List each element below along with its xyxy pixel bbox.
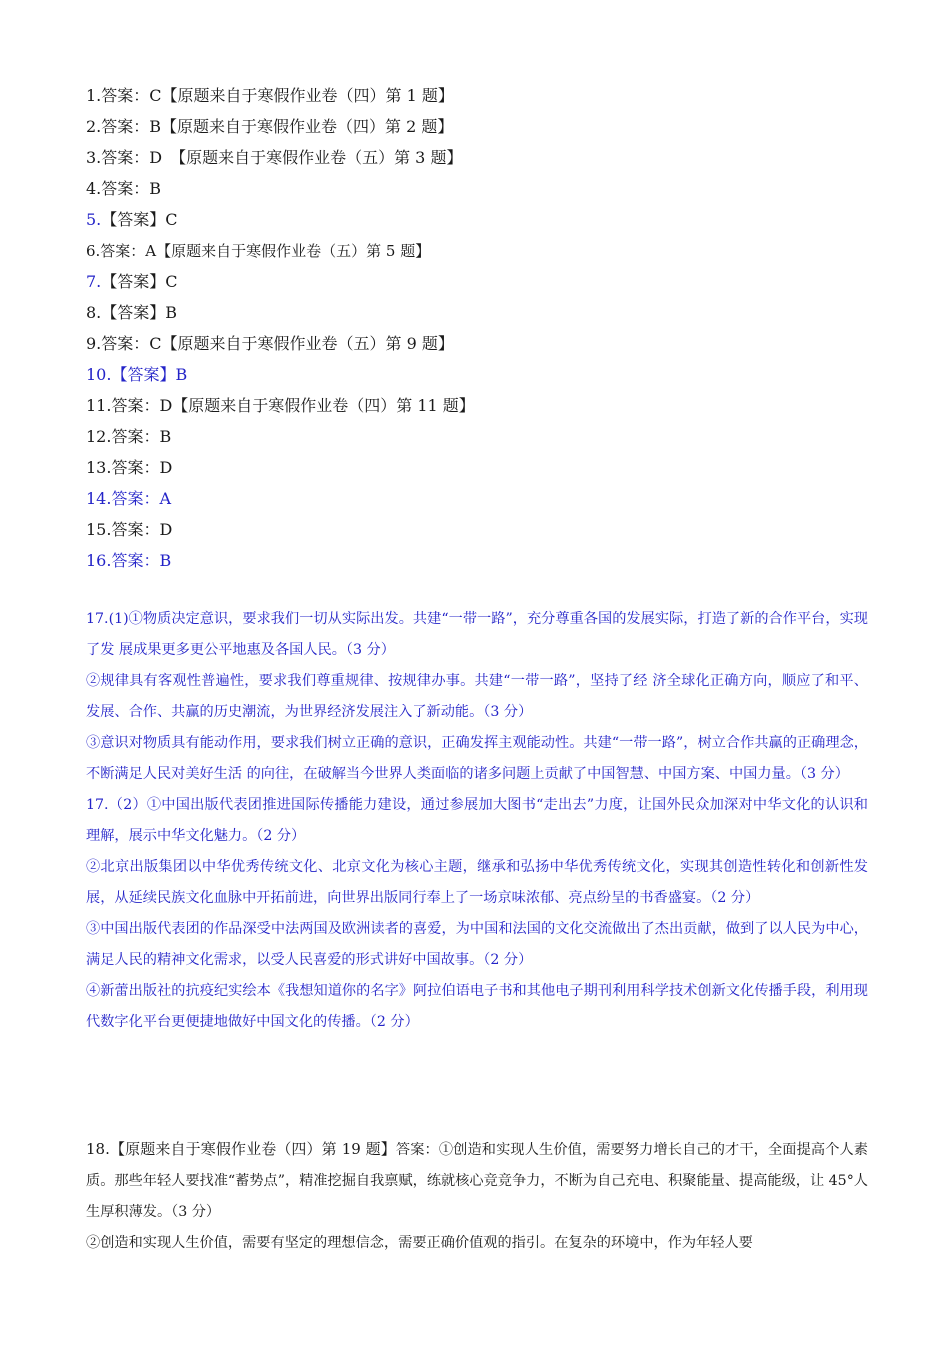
answer-list [86,80,886,576]
answer-number: 5. [86,209,102,229]
answer-line-9: 9.答案：C【原题来自于寒假作业卷（五）第 9 题】 [86,333,454,353]
answer-line-15: 15.答案：D [86,519,173,539]
answer-line-12: 12.答案：B [86,426,172,446]
q17-1-point-1: 17.(1)①物质决定意识，要求我们一切从实际出发。共建“一带一路”，充分尊重各国的发展实际，打造了新的合作平台，实现了发 展成果更多更公平地惠及各国人民。（3 分） [86,611,868,658]
answer-line-4: 4.答案：B [86,178,162,198]
answer-line-5: 5. 【答案】C [86,209,178,229]
answer-line-1: 1.答案：C【原题来自于寒假作业卷（四）第 1 题】 [86,85,454,105]
answer-line-10: 10.【答案】B [86,364,188,384]
answer-line-3: 3.答案：D 【原题来自于寒假作业卷（五）第 3 题】 [86,147,463,167]
q17-2-point-3: ③中国出版代表团的作品深受中法两国及欧洲读者的喜爱，为中国和法国的文化交流做出了杰出贡献，做到了以人民为中心，满足人民的精神文化需求，以受人民喜爱的形式讲好中国故事。（2 分） [86,921,868,968]
q17-2-point-1: 17.（2）①中国出版代表团推进国际传播能力建设，通过参展加大图书“走出去”力度，让国外民众加深对中华文化的认识和理解，展示中华文化魅力。（2 分） [86,797,868,844]
answer-line-14: 14.答案：A [86,488,172,508]
q18-point-1: 18.【原题来自于寒假作业卷（四）第 19 题】答案：①创造和实现人生价值，需要努力增长自己的才干，全面提高个人素质。那些年轻人要找准“蓄势点”，精准挖掘自我禀赋，练就核心竞竞争力，不断为自己充电、积聚能量、提高能级，让 45°人生厚积薄发。（3 分） [86,1140,868,1220]
answer-line-16: 16.答案：B [86,550,172,570]
answer-line-8: 8.【答案】B [86,302,178,322]
answer-line-13: 13.答案：D [86,457,173,477]
answer-line-7: 7. 【答案】C [86,271,178,291]
q17-1-point-2: ②规律具有客观性普遍性，要求我们尊重规律、按规律办事。共建“一带一路”，坚持了经 济全球化正确方向，顺应了和平、发展、合作、共赢的历史潮流，为世界经济发展注入了新动能。（3 分） [86,673,868,720]
q17-2-point-4: ④新蕾出版社的抗疫纪实绘本《我想知道你的名字》阿拉伯语电子书和其他电子期刊利用科学技术创新文化传播手段，利用现代数字化平台更便捷地做好中国文化的传播。（2 分） [86,983,868,1030]
question-18-answer [86,1134,868,1259]
q18-point-2: ②创造和实现人生价值，需要有坚定的理想信念，需要正确价值观的指引。在复杂的环境中，作为年轻人要 [86,1235,753,1251]
question-17-answers [86,604,868,1038]
answer-line-2: 2.答案：B【原题来自于寒假作业卷（四）第 2 题】 [86,116,454,136]
answer-line-6: 6.答案：A【原题来自于寒假作业卷（五）第 5 题】 [86,241,431,260]
q17-1-point-3: ③意识对物质具有能动作用，要求我们树立正确的意识，正确发挥主观能动性。共建“一带一路”，树立合作共赢的正确理念，不断满足人民对美好生活 的向往，在破解当今世界人类面临的诸多问题上贡献了中国智慧、中国方案、中国力量。（3 分） [86,735,868,782]
q18-prefix: 18.【原题来自于寒假作业卷（四）第 19 题】 [86,1140,396,1158]
answer-number: 7. [86,271,102,291]
q17-2-point-2: ②北京出版集团以中华优秀传统文化、北京文化为核心主题，继承和弘扬中华优秀传统文化，实现其创造性转化和创新性发展，从延续民族文化血脉中开拓前进，向世界出版同行奉上了一场京味浓郁、亮点纷呈的书香盛宴。（2 分） [86,859,868,906]
answer-line-11: 11.答案：D【原题来自于寒假作业卷（四）第 11 题】 [86,395,475,415]
